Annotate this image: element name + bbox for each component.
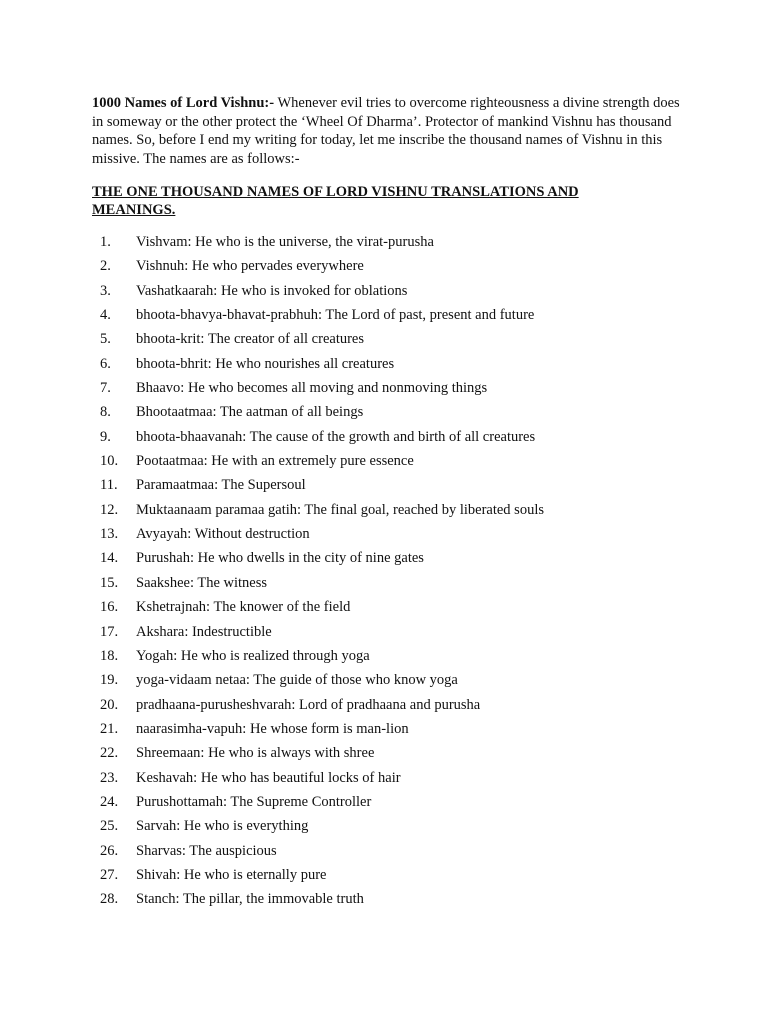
item-number: 24. xyxy=(100,793,119,810)
item-number: 13. xyxy=(100,526,119,543)
intro-text: Whenever evil tries to overcome righteousness a divine strength does in someway or the other protect the ‘Wheel Of Dharma’. Protector of mankind Vishnu has thousand names. So, before I end my writing for today, let me inscribe the thousand names of Vishnu in this missive. The names are as follows:- xyxy=(92,95,680,167)
item-number: 28. xyxy=(100,891,119,908)
item-number: 26. xyxy=(100,842,119,859)
item-number: 12. xyxy=(100,501,119,518)
item-number: 1. xyxy=(100,234,111,250)
item-text: Purushah: He who dwells in the city of nine gates xyxy=(136,550,424,567)
item-text: Bhootaatmaa: The aatman of all beings xyxy=(136,404,364,421)
item-number: 23. xyxy=(100,769,119,786)
item-number: 25. xyxy=(100,818,119,835)
item-text: Akshara: Indestructible xyxy=(136,623,272,640)
item-number: 5. xyxy=(100,331,111,348)
item-number: 22. xyxy=(100,745,119,762)
item-number: 2. xyxy=(100,258,111,275)
intro-title: 1000 Names of Lord Vishnu:- xyxy=(92,95,275,111)
item-text: Bhaavo: He who becomes all moving and nonmoving things xyxy=(136,380,488,397)
item-number: 27. xyxy=(100,866,119,883)
item-number: 20. xyxy=(100,696,119,713)
item-text: pradhaana-purusheshvarah: Lord of pradhaana and purusha xyxy=(136,696,481,713)
item-text: Paramaatmaa: The Supersoul xyxy=(136,477,306,494)
item-text: Sharvas: The auspicious xyxy=(136,842,277,859)
item-number: 14. xyxy=(100,550,119,567)
item-number: 7. xyxy=(100,380,111,397)
item-number: 15. xyxy=(100,574,119,591)
item-text: Kshetrajnah: The knower of the field xyxy=(136,599,351,616)
item-text: yoga-vidaam netaa: The guide of those who know yoga xyxy=(136,672,458,689)
item-text: Vishvam: He who is the universe, the virat-purusha xyxy=(136,234,434,250)
item-text: Shreemaan: He who is always with shree xyxy=(136,745,375,762)
item-text: Stanch: The pillar, the immovable truth xyxy=(136,891,364,908)
item-text: Purushottamah: The Supreme Controller xyxy=(136,793,372,810)
item-number: 11. xyxy=(100,477,118,494)
item-number: 16. xyxy=(100,599,119,616)
item-text: Shivah: He who is eternally pure xyxy=(136,866,327,883)
item-text: Yogah: He who is realized through yoga xyxy=(136,647,370,664)
item-number: 3. xyxy=(100,282,111,299)
item-text: naarasimha-vapuh: He whose form is man-lion xyxy=(136,720,409,737)
item-number: 6. xyxy=(100,355,111,372)
item-text: Keshavah: He who has beautiful locks of hair xyxy=(136,769,401,786)
item-text: bhoota-bhrit: He who nourishes all creatures xyxy=(136,355,395,372)
intro-paragraph xyxy=(92,94,682,168)
item-text: Saakshee: The witness xyxy=(136,574,268,591)
item-text: bhoota-bhavya-bhavat-prabhuh: The Lord of past, present and future xyxy=(136,307,535,324)
item-text: bhoota-bhaavanah: The cause of the growth and birth of all creatures xyxy=(136,428,536,445)
section-heading: THE ONE THOUSAND NAMES OF LORD VISHNU TRANSLATIONS AND MEANINGS. xyxy=(92,184,579,218)
item-text: Muktaanaam paramaa gatih: The final goal, reached by liberated souls xyxy=(136,501,544,518)
item-text: Avyayah: Without destruction xyxy=(136,526,310,543)
item-text: Vishnuh: He who pervades everywhere xyxy=(136,258,364,275)
item-number: 9. xyxy=(100,428,111,445)
item-number: 4. xyxy=(100,307,111,324)
item-number: 18. xyxy=(100,647,119,664)
item-number: 19. xyxy=(100,672,119,689)
item-number: 17. xyxy=(100,623,119,640)
item-number: 8. xyxy=(100,404,111,421)
item-text: Pootaatmaa: He with an extremely pure essence xyxy=(136,453,414,470)
item-number: 21. xyxy=(100,720,119,737)
item-number: 10. xyxy=(100,453,119,470)
item-text: Sarvah: He who is everything xyxy=(136,818,309,835)
item-text: Vashatkaarah: He who is invoked for oblations xyxy=(136,282,408,299)
item-text: bhoota-krit: The creator of all creatures xyxy=(136,331,364,348)
